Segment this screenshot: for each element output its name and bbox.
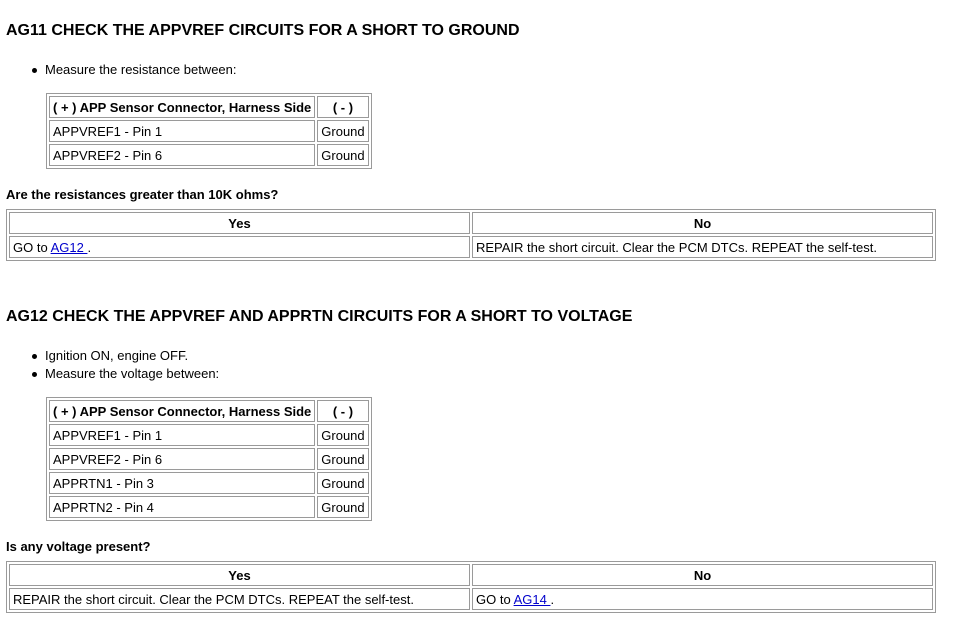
yes-suffix: . bbox=[87, 239, 92, 255]
no-header: No bbox=[472, 564, 933, 586]
link-ag12[interactable]: AG12 bbox=[50, 239, 88, 255]
step-title-ag12: AG12 CHECK THE APPVREF AND APPRTN CIRCUITS FOR A SHORT TO VOLTAGE bbox=[6, 308, 633, 325]
no-cell bbox=[472, 588, 933, 610]
table-header-negative: ( - ) bbox=[317, 400, 368, 422]
table-cell: APPVREF1 - Pin 1 bbox=[49, 424, 315, 446]
bullet-item: Ignition ON, engine OFF. bbox=[32, 347, 219, 365]
decision-table-ag11 bbox=[6, 209, 936, 261]
yes-header: Yes bbox=[9, 564, 470, 586]
table-row bbox=[49, 424, 369, 446]
table-cell: APPVREF1 - Pin 1 bbox=[49, 120, 315, 142]
yes-prefix: GO to bbox=[13, 239, 51, 255]
no-suffix: . bbox=[550, 591, 555, 607]
table-header-positive: ( + ) APP Sensor Connector, Harness Side bbox=[49, 96, 315, 118]
table-cell: Ground bbox=[317, 496, 368, 518]
bullet-item: Measure the resistance between: bbox=[32, 61, 237, 79]
bullet-list-ag12 bbox=[32, 347, 219, 383]
table-row bbox=[49, 448, 369, 470]
table-row bbox=[49, 144, 369, 166]
table-row bbox=[49, 472, 369, 494]
table-cell: Ground bbox=[317, 472, 368, 494]
table-cell: APPVREF2 - Pin 6 bbox=[49, 144, 315, 166]
table-cell: Ground bbox=[317, 144, 368, 166]
yes-cell bbox=[9, 236, 470, 258]
decision-table-ag12 bbox=[6, 561, 936, 613]
table-cell: Ground bbox=[317, 120, 368, 142]
no-prefix: GO to bbox=[476, 591, 514, 607]
table-header-negative: ( - ) bbox=[317, 96, 368, 118]
bullet-list-ag11 bbox=[32, 61, 237, 79]
measurement-table-ag11 bbox=[46, 93, 372, 169]
table-cell: APPVREF2 - Pin 6 bbox=[49, 448, 315, 470]
table-row bbox=[9, 236, 933, 258]
yes-header: Yes bbox=[9, 212, 470, 234]
measurement-table-ag12 bbox=[46, 397, 372, 521]
question-ag12: Is any voltage present? bbox=[6, 539, 151, 554]
step-title-ag11: AG11 CHECK THE APPVREF CIRCUITS FOR A SHORT TO GROUND bbox=[6, 22, 520, 39]
table-row bbox=[49, 496, 369, 518]
no-header: No bbox=[472, 212, 933, 234]
yes-cell: REPAIR the short circuit. Clear the PCM DTCs. REPEAT the self-test. bbox=[9, 588, 470, 610]
link-ag14[interactable]: AG14 bbox=[513, 591, 551, 607]
table-row bbox=[9, 588, 933, 610]
question-ag11: Are the resistances greater than 10K ohms? bbox=[6, 187, 279, 202]
table-cell: APPRTN2 - Pin 4 bbox=[49, 496, 315, 518]
table-header-positive: ( + ) APP Sensor Connector, Harness Side bbox=[49, 400, 315, 422]
no-cell: REPAIR the short circuit. Clear the PCM DTCs. REPEAT the self-test. bbox=[472, 236, 933, 258]
bullet-item: Measure the voltage between: bbox=[32, 365, 219, 383]
table-cell: Ground bbox=[317, 448, 368, 470]
table-cell: APPRTN1 - Pin 3 bbox=[49, 472, 315, 494]
table-cell: Ground bbox=[317, 424, 368, 446]
table-row bbox=[49, 120, 369, 142]
